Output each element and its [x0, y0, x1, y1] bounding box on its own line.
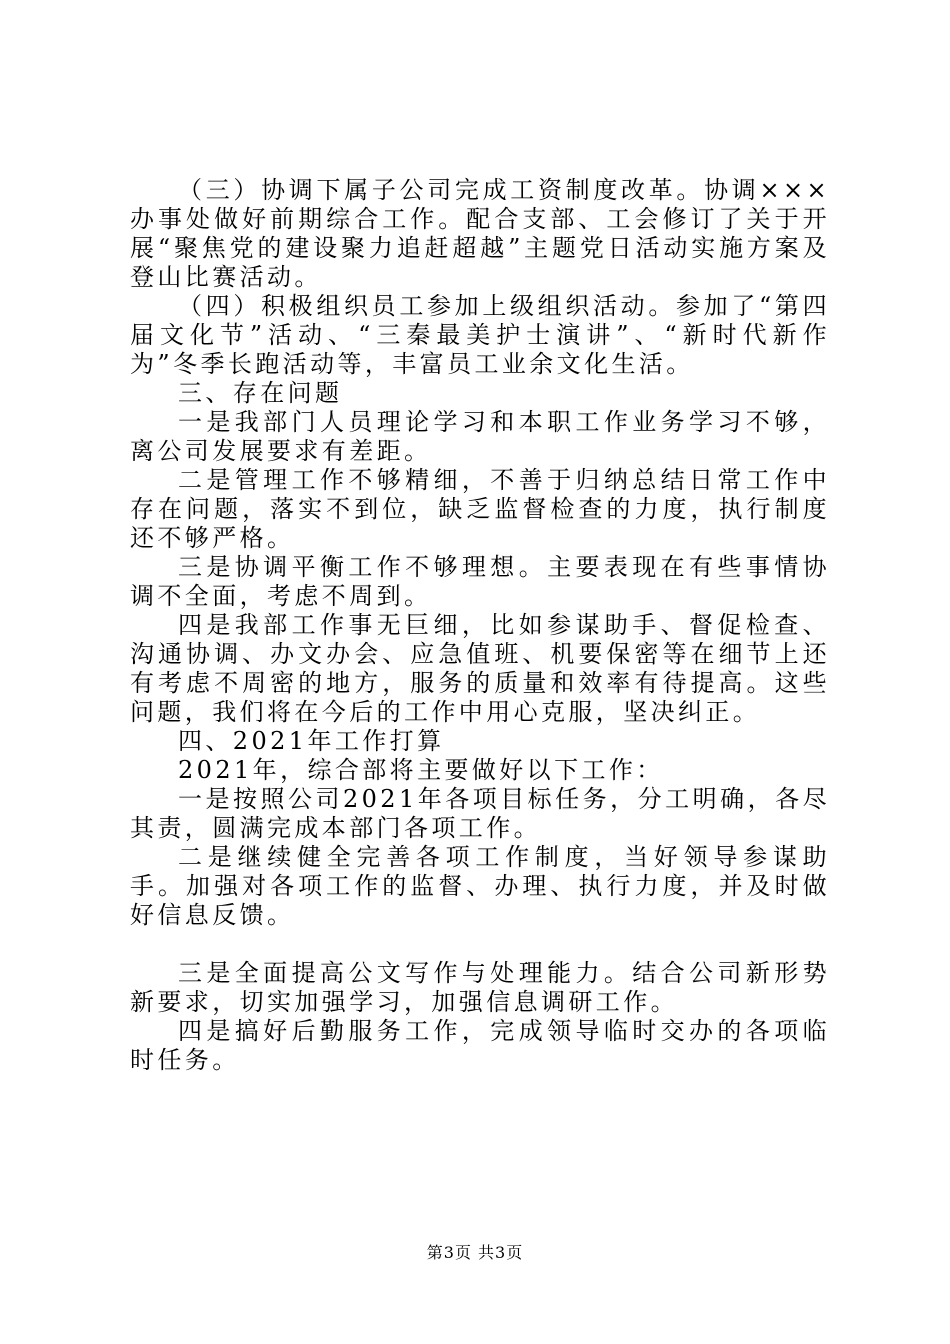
paragraph-plan-3: 三是全面提高公文写作与处理能力。结合公司新形势新要求，切实加强学习，加强信息调研工作。	[130, 959, 830, 1016]
paragraph-plan-1: 一是按照公司2021年各项目标任务，分工明确，各尽其责，圆满完成本部门各项工作。	[130, 785, 830, 842]
section-heading-problems: 三、存在问题	[178, 379, 343, 407]
paragraph-problem-3: 三是协调平衡工作不够理想。主要表现在有些事情协调不全面，考虑不周到。	[130, 553, 830, 610]
paragraph-problem-2: 二是管理工作不够精细，不善于归纳总结日常工作中存在问题，落实不到位，缺乏监督检查的力度，执行制度还不够严格。	[130, 466, 830, 552]
paragraph-plan-2: 二是继续健全完善各项工作制度，当好领导参谋助手。加强对各项工作的监督、办理、执行力度，并及时做好信息反馈。	[130, 843, 830, 929]
paragraph-problem-4: 四是我部工作事无巨细，比如参谋助手、督促检查、沟通协调、办文办会、应急值班、机要保密等在细节上还有考虑不周密的地方，服务的质量和效率有待提高。这些问题，我们将在今后的工作中用心克服，坚决纠正。	[130, 611, 830, 726]
paragraph-wage-reform: （三）协调下属子公司完成工资制度改革。协调×××办事处做好前期综合工作。配合支部、工会修订了关于开展“聚焦党的建设聚力追赶超越”主题党日活动实施方案及登山比赛活动。	[130, 176, 830, 291]
paragraph-plan-4: 四是搞好后勤服务工作，完成领导临时交办的各项临时任务。	[130, 1017, 830, 1074]
paragraph-staff-activities: （四）积极组织员工参加上级组织活动。参加了“第四届文化节”活动、“三秦最美护士演讲”、“新时代新作为”冬季长跑活动等，丰富员工业余文化生活。	[130, 292, 830, 378]
page-footer: 第3页 共3页	[426, 1243, 524, 1262]
paragraph-plan-intro: 2021年，综合部将主要做好以下工作：	[178, 756, 664, 784]
paragraph-problem-1: 一是我部门人员理论学习和本职工作业务学习不够，离公司发展要求有差距。	[130, 408, 830, 465]
section-heading-plans: 四、2021年工作打算	[178, 727, 445, 755]
document-body	[130, 176, 830, 1075]
